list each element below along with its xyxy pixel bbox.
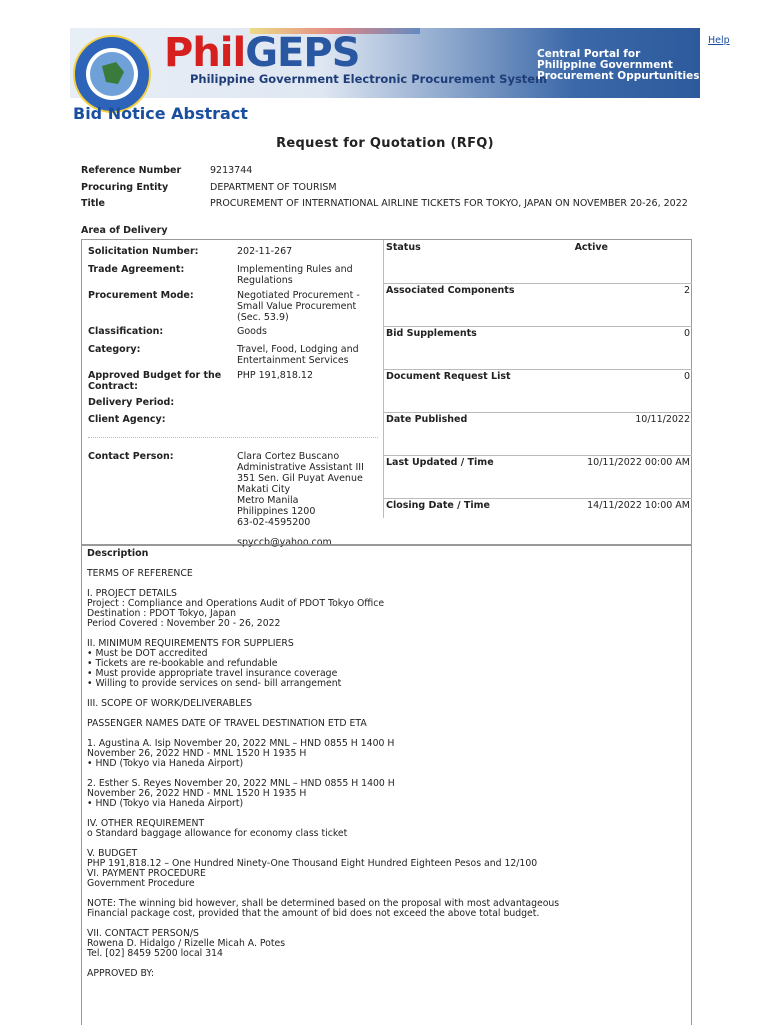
desc-paragraph: PASSENGER NAMES DATE OF TRAVEL DESTINATION ETD ETA — [87, 718, 367, 729]
document-request-cell: Document Request List 0 — [383, 369, 692, 413]
last-updated-cell: Last Updated / Time 10/11/2022 00:00 AM — [383, 455, 692, 499]
details-box: Solicitation Number: 202-11-267 Trade Agreement: Implementing Rules and Regulations Procurement Mode: Negotiated Procurement - Small Value Procurement (Sec. 53.9) Classification: Goods Category: Travel, Food, Lodging and Entertainment Services Approved Budget for the Contract: PHP 191,818.12 Delivery Period: Client Agency: Contact Person: Clara Cortez Buscano Administrative Assistant III 351 Sen. Gil Puyat Avenue Makati City Metro Manila Philippines 1200 63-02-4595200 spyccb@yahoo.com Status Active Associated Components 2 Bid Supplements 0 Document Request List 0 Date Published 10/11/2022 Last Updated / Time 10/11/2022 00:00 AM Closing Date / Time 14/11/2022 10:00 AM — [81, 239, 692, 546]
description-body — [87, 569, 687, 989]
philgeps-seal-icon — [72, 34, 152, 114]
associated-components-cell: Associated Components 2 — [383, 283, 692, 327]
bid-supplements-cell: Bid Supplements 0 — [383, 326, 692, 370]
closing-date-cell: Closing Date / Time 14/11/2022 10:00 AM — [383, 498, 692, 518]
desc-paragraph: II. MINIMUM REQUIREMENTS FOR SUPPLIERS • Must be DOT accredited • Tickets are re-bookable and refundable • Must provide appropriate travel insurance coverage • Willing to provide services on send- bill arrangement — [87, 638, 342, 689]
desc-paragraph: V. BUDGET PHP 191,818.12 – One Hundred Ninety-One Thousand Eight Hundred Eighteen Pesos and 12/100 VI. PAYMENT PROCEDURE Government Procedure — [87, 848, 538, 889]
desc-paragraph: I. PROJECT DETAILS Project : Compliance and Operations Audit of PDOT Tokyo Office Destination : PDOT Tokyo, Japan Period Covered : November 20 - 26, 2022 — [87, 588, 385, 629]
status-cell: Status Active — [383, 240, 692, 284]
desc-paragraph: 1. Agustina A. Isip November 20, 2022 MNL – HND 0855 H 1400 H November 26, 2022 HND - MNL 1520 H 1935 H • HND (Tokyo via Haneda Airport) — [87, 738, 395, 769]
desc-paragraph: VII. CONTACT PERSON/S Rowena D. Hidalgo / Rizelle Micah A. Potes Tel. [02] 8459 5200 local 314 — [87, 928, 286, 959]
contact-email[interactable]: spyccb@yahoo.com — [237, 537, 332, 548]
description-box — [81, 544, 692, 1025]
description-heading: Description — [87, 548, 149, 559]
help-link[interactable]: Help — [708, 35, 730, 46]
portal-tagline: Central Portal for Philippine Government Procurement Oppurtunities — [537, 48, 700, 82]
desc-paragraph: TERMS OF REFERENCE — [87, 568, 193, 579]
logo-subtitle: Philippine Government Electronic Procurement System — [190, 72, 548, 86]
divider — [88, 437, 378, 438]
philgeps-logo: PhilGEPS — [164, 30, 360, 76]
document-title: Request for Quotation (RFQ) — [276, 136, 494, 151]
date-published-cell: Date Published 10/11/2022 — [383, 412, 692, 456]
desc-paragraph: APPROVED BY: — [87, 968, 154, 979]
desc-paragraph: IV. OTHER REQUIREMENT o Standard baggage allowance for economy class ticket — [87, 818, 348, 839]
desc-paragraph: III. SCOPE OF WORK/DELIVERABLES — [87, 698, 253, 709]
desc-paragraph: 2. Esther S. Reyes November 20, 2022 MNL – HND 0855 H 1400 H November 26, 2022 HND - MNL 1520 H 1935 H • HND (Tokyo via Haneda Airport) — [87, 778, 395, 809]
desc-paragraph: NOTE: The winning bid however, shall be determined based on the proposal with most advantageous Financial package cost, provided that the amount of bid does not exceed the above total budget. — [87, 898, 560, 919]
page-title: Bid Notice Abstract — [73, 104, 248, 123]
